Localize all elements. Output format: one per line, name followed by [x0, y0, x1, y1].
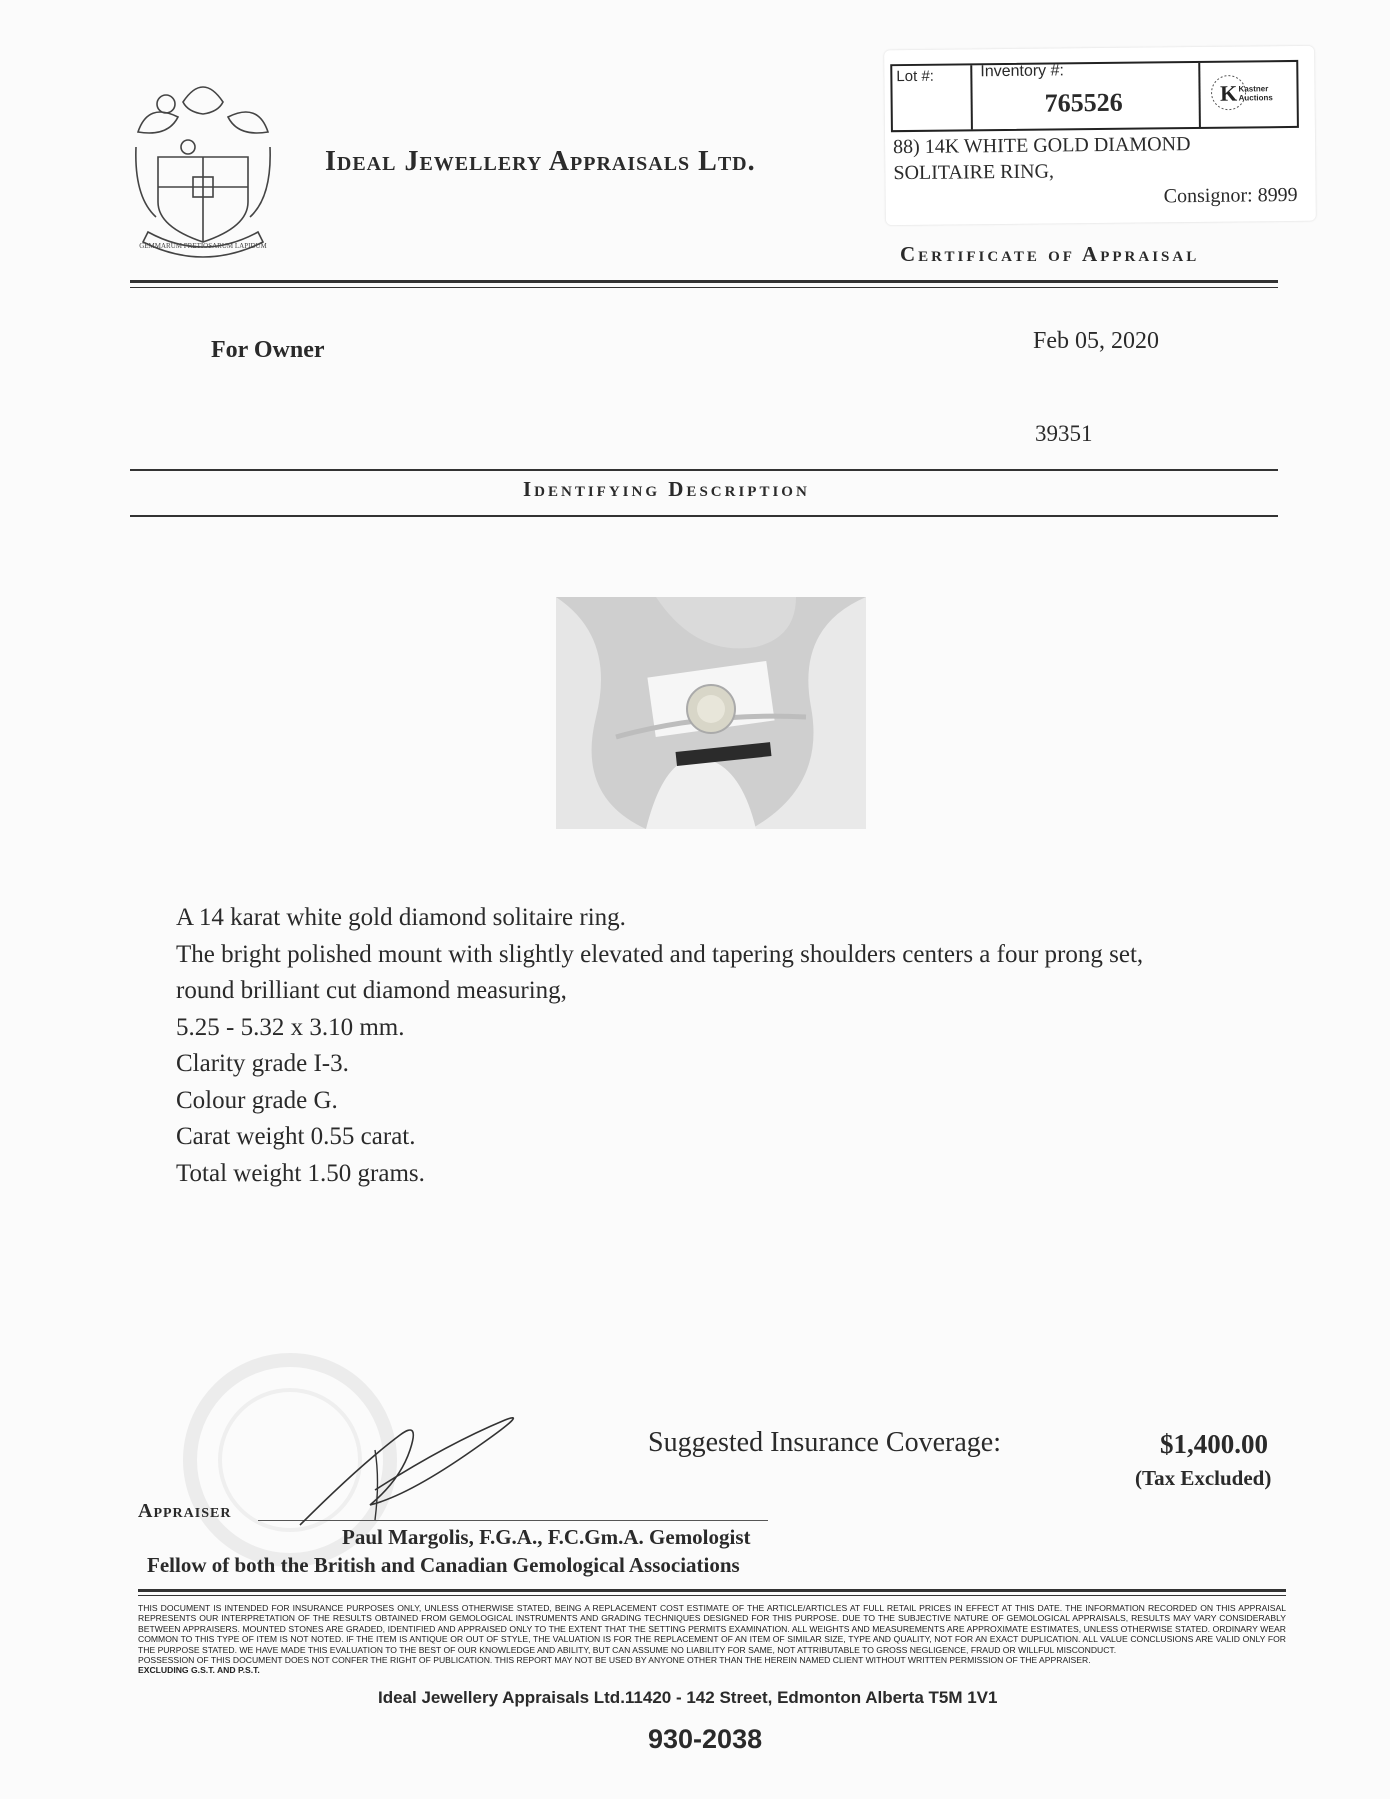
- disclaimer-paragraph: POSSESSION OF THIS DOCUMENT DOES NOT CONFER THE RIGHT OF PUBLICATION. THIS REPORT MAY NOT BE USED BY ANYONE OTHER THAN THE HEREIN NAMED CLIENT WITHOUT WRITTEN PERMISSION OF THE APPRAISER.: [138, 1655, 1091, 1666]
- kastner-auctions-logo: [1204, 68, 1291, 119]
- lot-title-line-2: SOLITAIRE RING,: [893, 160, 1055, 185]
- auction-logo-text: Kastner Auctions: [1238, 84, 1273, 103]
- appraiser-label: Appraiser: [138, 1500, 232, 1522]
- svg-text:GEMMARUM PRETIOSARUM LAPIDUM: GEMMARUM PRETIOSARUM LAPIDUM: [139, 242, 267, 250]
- certificate-title: Certificate of Appraisal: [900, 242, 1200, 266]
- lot-title-line-1: 88) 14K WHITE GOLD DIAMOND: [892, 133, 1191, 159]
- description-line: The bright polished mount with slightly elevated and tapering shoulders centers a four prong set,: [176, 940, 1144, 968]
- section-rule-top: [130, 469, 1278, 471]
- consignor: Consignor: 8999: [1163, 183, 1298, 208]
- description-line: Total weight 1.50 grams.: [176, 1159, 425, 1187]
- appraiser-signature: [290, 1395, 560, 1535]
- item-description: [176, 900, 1143, 1192]
- inventory-label: Inventory #:: [980, 62, 1065, 81]
- lot-inventory-box: [890, 60, 1299, 132]
- description-line: 5.25 - 5.32 x 3.10 mm.: [176, 1013, 405, 1041]
- footer-rule-thick: [138, 1589, 1286, 1592]
- tax-note: (Tax Excluded): [1135, 1466, 1272, 1490]
- insurance-value: $1,400.00: [1160, 1429, 1268, 1459]
- section-rule-bottom: [130, 515, 1278, 517]
- for-owner: For Owner: [211, 337, 325, 363]
- inventory-number: 765526: [1044, 87, 1123, 118]
- appraiser-name: Paul Margolis, F.G.A., F.C.Gm.A. Gemologist: [342, 1525, 751, 1549]
- appraiser-association: Fellow of both the British and Canadian Gemological Associations: [147, 1553, 740, 1577]
- lot-label: Lot #:: [896, 67, 934, 86]
- description-line: Colour grade G.: [176, 1086, 338, 1114]
- description-line: Clarity grade I-3.: [176, 1050, 349, 1077]
- insurance-label: Suggested Insurance Coverage:: [648, 1427, 1001, 1458]
- section-title: Identifying Description: [523, 477, 810, 501]
- description-line: A 14 karat white gold diamond solitaire ring.: [176, 904, 626, 931]
- svg-text:K: K: [1219, 80, 1238, 106]
- header-rule-thin: [130, 287, 1278, 288]
- disclaimer-tax-note: EXCLUDING G.S.T. AND P.S.T.: [138, 1665, 260, 1676]
- appraisal-date: Feb 05, 2020: [1033, 328, 1159, 354]
- ring-photo: [556, 597, 866, 829]
- description-line: Carat weight 0.55 carat.: [176, 1123, 416, 1150]
- disclaimer-paragraph: THIS DOCUMENT IS INTENDED FOR INSURANCE PURPOSES ONLY, UNLESS OTHERWISE STATED, BEING A REPLACEMENT COST ESTIMATE OF THE ARTICLE/ARTICLES AT FULL RETAIL PRICES IN EFFECT AT THIS DATE. THE INFORMATION RECORDED ON THIS APPRAISAL REPRESENTS OUR INTERPRETATION OF THE RESULTS OBTAINED FROM GEMOLOGICAL INSTRUMENTS AND GRADING TECHNIQUES DESIGNED FOR THIS PURPOSE. DUE TO THE SUBJECTIVE NATURE OF GEMOLOGICAL APPRAISALS, RESULTS MAY VARY CONSIDERABLY BETWEEN APPRAISERS. MOUNTED STONES ARE GRADED, IDENTIFIED AND APPRAISED ONLY TO THE EXTENT THAT THE SETTING PERMITS EXAMINATION. ALL WEIGHTS AND MEASUREMENTS ARE APPROXIMATE ESTIMATES, UNLESS OTHERWISE STATED. ORDINARY WEAR COMMON TO THIS TYPE OF ITEM IS NOT NOTED. IF THE ITEM IS ANTIQUE OR OUT OF STYLE, THE VALUATION IS FOR THE REPLACEMENT OF AN ITEM OF SIMILAR SIZE, TYPE AND QUALITY, NOT FOR AN EXACT DUPLICATION. ALL VALUE CONCLUSIONS ARE VALID ONLY FOR THE PURPOSE STATED. WE HAVE MADE THIS EVALUATION TO THE BEST OF OUR KNOWLEDGE AND ABILITY, BUT CAN ASSUME NO LIABILITY FOR SAME, NOT ATTRIBUTABLE TO GROSS NEGLIGENCE, FRAUD OR WILLFUL MISCONDUCT.: [138, 1603, 1286, 1655]
- footer-rule-thin: [138, 1595, 1286, 1596]
- company-phone: 930-2038: [648, 1724, 763, 1754]
- company-name: Ideal Jewellery Appraisals Ltd.: [325, 146, 756, 177]
- header-rule-thick: [130, 280, 1278, 283]
- company-address: Ideal Jewellery Appraisals Ltd.11420 - 142 Street, Edmonton Alberta T5M 1V1: [378, 1688, 998, 1707]
- auction-lot-label: [884, 46, 1316, 225]
- disclaimer: [138, 1603, 1286, 1676]
- reference-number: 39351: [1035, 421, 1093, 446]
- description-line: round brilliant cut diamond measuring,: [176, 977, 567, 1004]
- coat-of-arms-logo: [128, 72, 278, 262]
- lot-title: [893, 131, 1191, 186]
